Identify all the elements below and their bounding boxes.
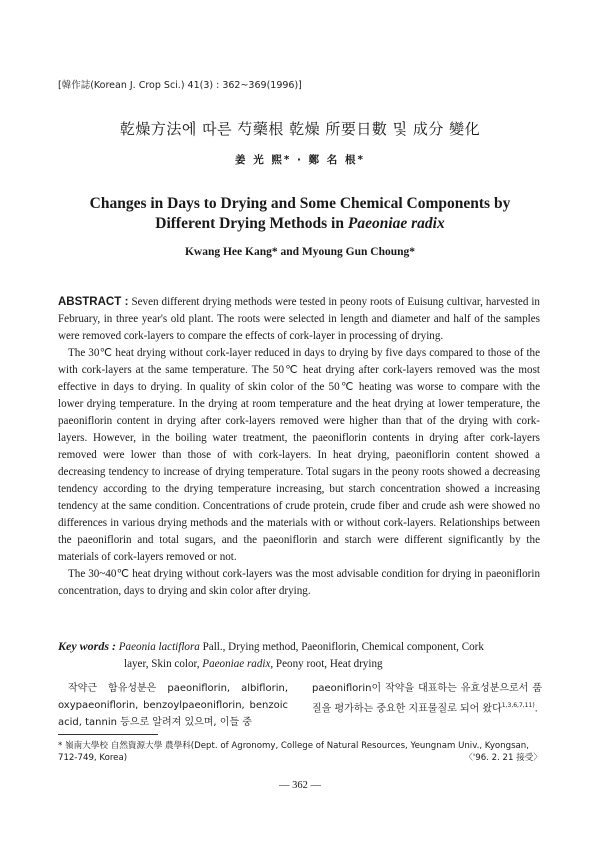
english-title-line2 (0, 214, 600, 234)
keywords-label: Key words : (58, 639, 116, 653)
body-column-right (312, 680, 542, 717)
english-title (0, 194, 600, 234)
citation-ref: 1,3,6,7,11) (501, 702, 535, 709)
journal-reference: [韓作誌(Korean J. Crop Sci.) 41(3) : 362~369(1996)] (58, 80, 302, 91)
abstract (58, 294, 540, 600)
english-authors: Kwang Hee Kang* and Myoung Gun Choung* (184, 246, 416, 258)
page-number: — 362 — (279, 780, 321, 791)
abstract-paragraph-1 (58, 294, 540, 345)
keywords-text-2: layer, Skin color, (124, 658, 203, 670)
affiliation-note: * 嶺南大學校 自然資源大學 農學科(Dept. of Agronomy, College of Natural Resources, Yeungnam Univ., Kyongsan, 712-749, Korea) (58, 741, 529, 763)
footnote (58, 740, 542, 764)
english-title-line2-prefix: Different Drying Methods in (155, 215, 348, 232)
keywords (58, 638, 540, 673)
english-title-line1: Changes in Days to Drying and Some Chemical Components by (89, 195, 511, 212)
abstract-p1-text: Seven different drying methods were tested in peony roots of Euisung cultivar, harvested in February, in three year's old plant. The roots were selected in length and diameter and half of the samples were removed cork-layers to compare the effects of cork-layer in processing of drying. (58, 296, 540, 342)
body-column-left: 작약근 함유성분은 paeoniflorin, albiflorin, oxypaeoniflorin, benzoylpaeoniflorin, benzoic acid, tannin 등으로 알려져 있으며, 이들 중 (58, 683, 288, 728)
keywords-continuation (58, 656, 540, 673)
korean-authors: 姜 光 熙* · 鄭 名 根* (235, 154, 365, 166)
body-right-text: paeoniflorin이 작약을 대표하는 유효성분으로서 품질을 평가하는 중요한 지표물질로 되어 왔다 (312, 683, 542, 715)
english-title-species: Paeoniae radix (347, 215, 445, 232)
korean-title: 乾燥方法에 따른 芍藥根 乾燥 所要日數 및 成分 變化 (119, 120, 481, 138)
received-date: 〈'96. 2. 21 接受〉 (464, 753, 542, 763)
footnote-divider (58, 734, 158, 735)
abstract-label: ABSTRACT : (58, 296, 129, 308)
keywords-text-3: Peony root, Heat drying (273, 658, 383, 670)
keywords-drug-name: Paeoniae radix, (202, 658, 274, 670)
abstract-paragraph-2: The 30℃ heat drying without cork-layer reduced in days to drying by five days compared to those of the with cork-layers at the same temperature. The 50℃ heat drying after cork-layers removed was the most effective in days to drying. In quality of skin color of the 50℃ heating was worse to compare with the lower drying temperature. In the drying at room temperature and the heat drying at lower temperature, the paeoniflorin content in drying after cork-layers removed were higher than that of the drying with cork-layers. However, in the boiling water treatment, the paeoniflorin contents in drying after cork-layers removed were lower than those of with cork-layers. In heat drying, paeoniflorin content showed a decreasing tendency to increase of drying temperature. Total sugars in the peony roots showed a decreasing tendency according to the drying temperature increasing, but starch concentration showed a increasing tendency at the same condition. Concentrations of crude protein, crude fiber and crude ash were showed no differences in various drying methods and the materials with or without cork-layers. Relationships between the paeoniflorin and total sugars, and the paeoniflorin and starch were different significantly by the materials of cork-layers removed or not. (58, 347, 540, 563)
keywords-species: Paeonia lactiflora (118, 641, 200, 653)
abstract-paragraph-3: The 30~40℃ heat drying without cork-layers was the most advisable condition for drying in paeoniflorin concentration, days to drying and skin color after drying. (58, 568, 540, 597)
keywords-text-1: Pall., Drying method, Paeoniflorin, Chemical component, Cork (199, 641, 484, 653)
body-right-end: . (534, 703, 538, 715)
